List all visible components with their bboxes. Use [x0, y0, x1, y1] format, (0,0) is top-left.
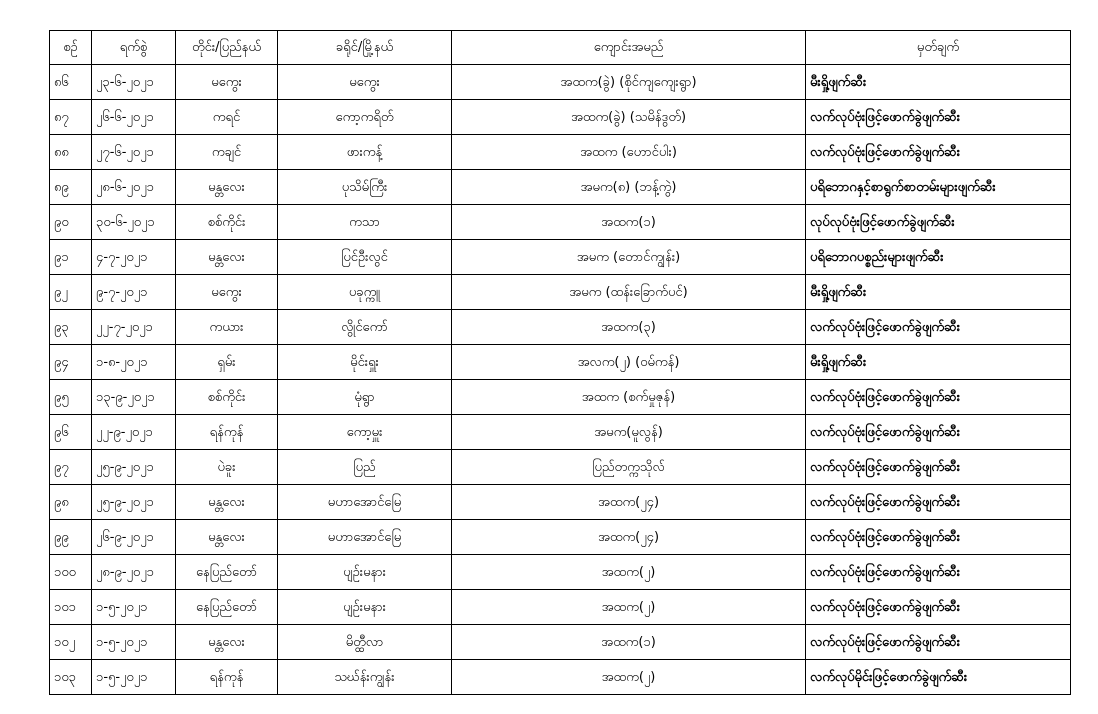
cell-serial-no: ၉၇	[50, 450, 92, 485]
cell-township: မကွေး	[278, 65, 452, 100]
cell-school: အထက (ဟောင်ပါး)	[452, 135, 806, 170]
cell-date: ၂၅-၉-၂၀၂၁	[92, 485, 176, 520]
header-serial-no: စဉ်	[50, 31, 92, 65]
cell-remark: ပရိဘောဂနှင့်စာရွက်စာတမ်းများဖျက်ဆီး	[806, 170, 1071, 205]
cell-date: ၂၈-၆-၂၀၂၁	[92, 170, 176, 205]
cell-region: မန္တလေး	[176, 625, 278, 660]
cell-serial-no: ၈၉	[50, 170, 92, 205]
cell-township: မုံရွာ	[278, 380, 452, 415]
table-row	[50, 100, 1071, 135]
cell-township: ကသာ	[278, 205, 452, 240]
cell-school: အထက(၁)	[452, 625, 806, 660]
table-row	[50, 345, 1071, 380]
table-row	[50, 590, 1071, 625]
cell-school: အမက (ထန်းခြောက်ပင်)	[452, 275, 806, 310]
cell-date: ၁-၅-၂၀၂၁	[92, 590, 176, 625]
cell-region: မကွေး	[176, 275, 278, 310]
cell-remark: ပရိဘောဂပစ္စည်းများဖျက်ဆီး	[806, 240, 1071, 275]
cell-region: ရန်ကုန်	[176, 415, 278, 450]
table-row	[50, 625, 1071, 660]
cell-remark: လက်လုပ်ဗုံးဖြင့်ဖောက်ခွဲဖျက်ဆီး	[806, 450, 1071, 485]
cell-school: အထက(ခွဲ) (စိုင်ကျကျေးရွာ)	[452, 65, 806, 100]
cell-township: ပုသိမ်ကြီး	[278, 170, 452, 205]
cell-serial-no: ၉၁	[50, 240, 92, 275]
cell-region: ရှမ်း	[176, 345, 278, 380]
cell-township: ပခုက္ကူ	[278, 275, 452, 310]
cell-region: ရန်ကုန်	[176, 660, 278, 695]
cell-school: အထက(၃)	[452, 310, 806, 345]
table-row	[50, 660, 1071, 695]
cell-date: ၃၀-၆-၂၀၂၁	[92, 205, 176, 240]
cell-serial-no: ၁၀၃	[50, 660, 92, 695]
cell-school: အမက(မူလွန်)	[452, 415, 806, 450]
cell-serial-no: ၈၈	[50, 135, 92, 170]
cell-date: ၂၆-၉-၂၀၂၁	[92, 520, 176, 555]
cell-remark: လက်လုပ်ဗုံးဖြင့်ဖောက်ခွဲဖျက်ဆီး	[806, 555, 1071, 590]
cell-school: အထက(၂)	[452, 555, 806, 590]
cell-remark: လက်လုပ်ဗုံးဖြင့်ဖောက်ခွဲဖျက်ဆီး	[806, 310, 1071, 345]
table-row	[50, 520, 1071, 555]
cell-remark: မီးရှို့ဖျက်ဆီး	[806, 65, 1071, 100]
table-row	[50, 275, 1071, 310]
cell-remark: လက်လုပ်ဗုံးဖြင့်ဖောက်ခွဲဖျက်ဆီး	[806, 625, 1071, 660]
cell-remark: မီးရှို့ဖျက်ဆီး	[806, 275, 1071, 310]
cell-remark: လက်လုပ်ဗုံးဖြင့်ဖောက်ခွဲဖျက်ဆီး	[806, 415, 1071, 450]
cell-serial-no: ၉၆	[50, 415, 92, 450]
header-school-name: ကျောင်းအမည်	[452, 31, 806, 65]
cell-serial-no: ၉၈	[50, 485, 92, 520]
cell-serial-no: ၈၇	[50, 100, 92, 135]
cell-serial-no: ၁၀၀	[50, 555, 92, 590]
cell-date: ၁၃-၉-၂၀၂၁	[92, 380, 176, 415]
cell-serial-no: ၈၆	[50, 65, 92, 100]
cell-region: စစ်ကိုင်း	[176, 205, 278, 240]
cell-date: ၁-၈-၂၀၂၁	[92, 345, 176, 380]
cell-region: စစ်ကိုင်း	[176, 380, 278, 415]
header-region-state: တိုင်း/ပြည်နယ်	[176, 31, 278, 65]
cell-region: နေပြည်တော်	[176, 555, 278, 590]
cell-date: ၂၇-၆-၂၀၂၁	[92, 135, 176, 170]
cell-remark: လက်လုပ်ဗုံးဖြင့်ဖောက်ခွဲဖျက်ဆီး	[806, 520, 1071, 555]
cell-remark: လက်လုပ်ဗုံးဖြင့်ဖောက်ခွဲဖျက်ဆီး	[806, 590, 1071, 625]
cell-township: ဖားကန့်	[278, 135, 452, 170]
cell-region: ကချင်	[176, 135, 278, 170]
cell-date: ၂၃-၆-၂၀၂၁	[92, 65, 176, 100]
cell-region: ပဲခူး	[176, 450, 278, 485]
incident-table	[49, 30, 1071, 695]
table-row	[50, 415, 1071, 450]
cell-township: မိတ္ထီလာ	[278, 625, 452, 660]
cell-region: မန္တလေး	[176, 485, 278, 520]
cell-date: ၁-၅-၂၀၂၁	[92, 660, 176, 695]
cell-township: ပြင်ဦးလွင်	[278, 240, 452, 275]
cell-serial-no: ၉၅	[50, 380, 92, 415]
cell-township: လွိုင်ကော်	[278, 310, 452, 345]
cell-township: မဟာအောင်မြေ	[278, 520, 452, 555]
cell-township: မဟာအောင်မြေ	[278, 485, 452, 520]
table-header-row	[50, 31, 1071, 65]
table-row	[50, 450, 1071, 485]
cell-school: အထက(၁)	[452, 205, 806, 240]
cell-date: ၁-၅-၂၀၂၁	[92, 625, 176, 660]
cell-remark: လက်လုပ်ဗုံးဖြင့်ဖောက်ခွဲဖျက်ဆီး	[806, 380, 1071, 415]
cell-remark: လက်လုပ်မိုင်းဖြင့်ဖောက်ခွဲဖျက်ဆီး	[806, 660, 1071, 695]
cell-region: နေပြည်တော်	[176, 590, 278, 625]
table-row	[50, 135, 1071, 170]
cell-serial-no: ၉၀	[50, 205, 92, 240]
header-remarks: မှတ်ချက်	[806, 31, 1071, 65]
table-row	[50, 240, 1071, 275]
cell-serial-no: ၉၃	[50, 310, 92, 345]
cell-school: အလက(၂) (ဝမ်ကန်)	[452, 345, 806, 380]
cell-township: ကော့ကရိတ်	[278, 100, 452, 135]
cell-region: ကယား	[176, 310, 278, 345]
cell-school: အထက(၂)	[452, 660, 806, 695]
table-row	[50, 310, 1071, 345]
table-row	[50, 170, 1071, 205]
cell-region: မန္တလေး	[176, 240, 278, 275]
cell-township: သဃ်န်းကျွန်း	[278, 660, 452, 695]
cell-serial-no: ၉၂	[50, 275, 92, 310]
cell-school: အထက (စက်မှုဇုန်)	[452, 380, 806, 415]
cell-remark: လုပ်လုပ်ဗုံးဖြင့်ဖောက်ခွဲဖျက်ဆီး	[806, 205, 1071, 240]
cell-date: ၂၅-၉-၂၀၂၁	[92, 450, 176, 485]
cell-region: မကွေး	[176, 65, 278, 100]
table-row	[50, 485, 1071, 520]
cell-school: အထက(ခွဲ) (သမိန်ဒွတ်)	[452, 100, 806, 135]
cell-remark: လက်လုပ်ဗုံးဖြင့်ဖောက်ခွဲဖျက်ဆီး	[806, 485, 1071, 520]
cell-date: ၂၆-၆-၂၀၂၁	[92, 100, 176, 135]
cell-school: အမက (တောင်ကျွန်း)	[452, 240, 806, 275]
table-row	[50, 205, 1071, 240]
table-row	[50, 555, 1071, 590]
cell-region: မန္တလေး	[176, 170, 278, 205]
cell-date: ၂၈-၉-၂၀၂၁	[92, 555, 176, 590]
table-row	[50, 380, 1071, 415]
cell-school: အထက(၂၄)	[452, 520, 806, 555]
cell-remark: လက်လုပ်ဗုံးဖြင့်ဖောက်ခွဲဖျက်ဆီး	[806, 100, 1071, 135]
cell-serial-no: ၁၀၂	[50, 625, 92, 660]
header-district-township: ခရိုင်/မြို့နယ်	[278, 31, 452, 65]
table-row	[50, 65, 1071, 100]
header-date: ရက်စွဲ	[92, 31, 176, 65]
cell-region: မန္တလေး	[176, 520, 278, 555]
cell-date: ၂၂-၇-၂၀၂၁	[92, 310, 176, 345]
cell-serial-no: ၉၉	[50, 520, 92, 555]
cell-date: ၄-၇-၂၀၂၁	[92, 240, 176, 275]
cell-school: အမက(၈) (ဘန့်ကွဲ)	[452, 170, 806, 205]
cell-township: ပျဉ်းမနား	[278, 590, 452, 625]
cell-serial-no: ၁၀၁	[50, 590, 92, 625]
cell-township: ကော့မှူး	[278, 415, 452, 450]
cell-remark: မီးရှို့ဖျက်ဆီး	[806, 345, 1071, 380]
cell-remark: လက်လုပ်ဗုံးဖြင့်ဖောက်ခွဲဖျက်ဆီး	[806, 135, 1071, 170]
cell-township: ပျဉ်းမနား	[278, 555, 452, 590]
cell-school: ပြည်တက္ကသိုလ်	[452, 450, 806, 485]
cell-date: ၂၂-၉-၂၀၂၁	[92, 415, 176, 450]
cell-school: အထက(၂)	[452, 590, 806, 625]
cell-serial-no: ၉၄	[50, 345, 92, 380]
cell-township: ပြည်	[278, 450, 452, 485]
cell-region: ကရင်	[176, 100, 278, 135]
cell-school: အထက(၂၄)	[452, 485, 806, 520]
cell-township: မိုင်းရှူး	[278, 345, 452, 380]
cell-date: ၉-၇-၂၀၂၁	[92, 275, 176, 310]
